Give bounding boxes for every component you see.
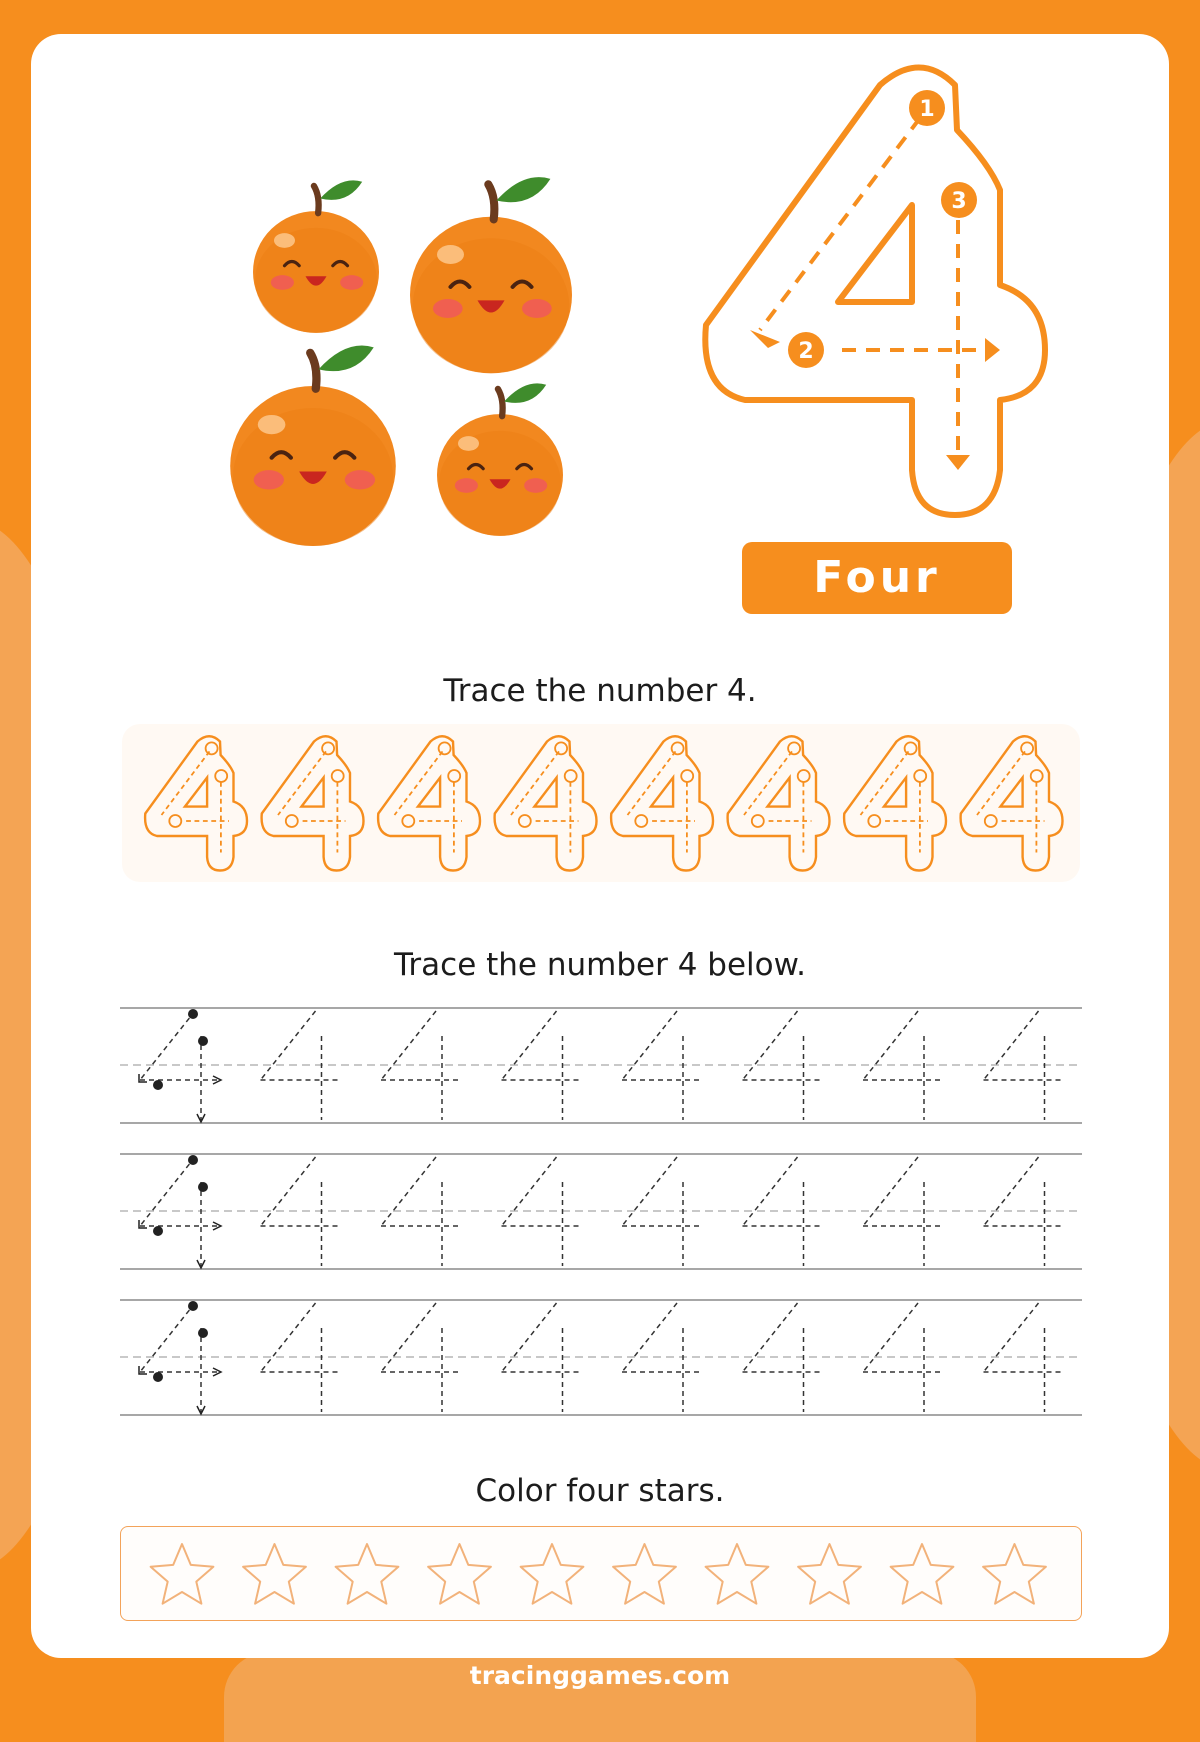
- trace-small-heading: Trace the number 4.: [443, 673, 757, 709]
- star-outline[interactable]: [613, 1544, 676, 1604]
- star-outline[interactable]: [151, 1544, 214, 1604]
- star-outline[interactable]: [891, 1544, 954, 1604]
- star-outline[interactable]: [336, 1544, 399, 1604]
- stroke-number-1: 1: [919, 97, 935, 122]
- star-outline[interactable]: [521, 1544, 584, 1604]
- star-outline[interactable]: [706, 1544, 769, 1604]
- star-outline[interactable]: [983, 1544, 1046, 1604]
- footer-site[interactable]: tracinggames.com: [469, 1661, 731, 1690]
- star-outline[interactable]: [798, 1544, 861, 1604]
- star-outline[interactable]: [243, 1544, 306, 1604]
- trace-lines-heading: Trace the number 4 below.: [394, 947, 806, 983]
- color-stars-heading: Color four stars.: [475, 1473, 725, 1509]
- number-word-label: Four: [742, 542, 1012, 614]
- stroke-number-2: 2: [798, 339, 814, 364]
- star-outline[interactable]: [428, 1544, 491, 1604]
- stroke-number-3: 3: [951, 189, 967, 214]
